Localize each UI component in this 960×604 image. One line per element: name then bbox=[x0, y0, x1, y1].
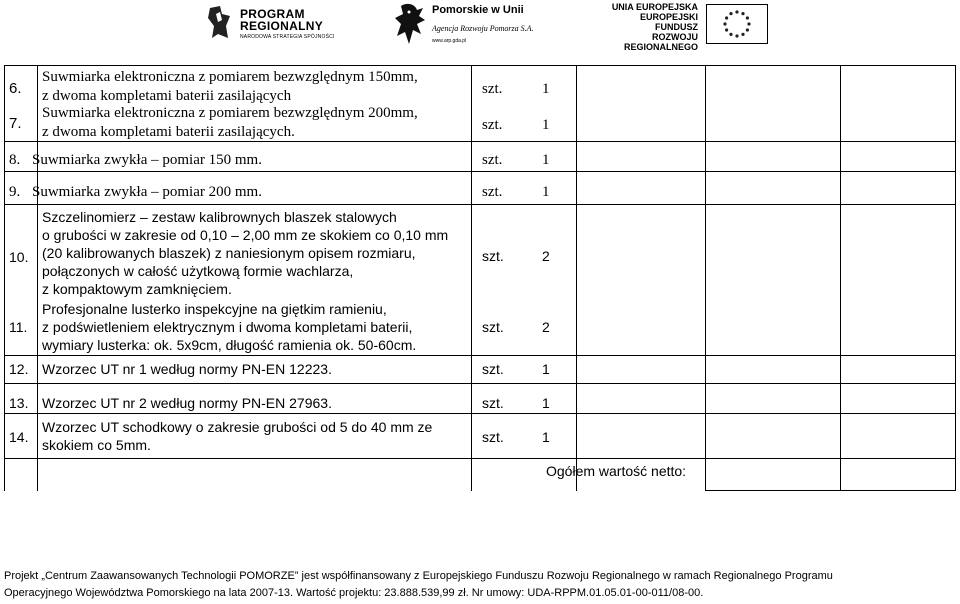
item-unit: szt. bbox=[482, 152, 503, 168]
row-number: 8. bbox=[9, 152, 21, 168]
item-description: Suwmiarka zwykła – pomiar 150 mm. bbox=[32, 152, 262, 168]
item-description: Wzorzec UT nr 2 według normy PN-EN 27963. bbox=[42, 395, 332, 411]
item-quantity: 1 bbox=[542, 429, 550, 445]
item-description: Suwmiarka elektroniczna z pomiarem bezwzględnym 150mm, z dwoma kompletami baterii zasilających bbox=[42, 69, 418, 104]
table-col-divider-desc bbox=[471, 65, 472, 491]
row-divider bbox=[4, 204, 956, 205]
item-quantity: 1 bbox=[542, 152, 550, 168]
row-divider bbox=[4, 355, 956, 356]
row-divider bbox=[4, 383, 956, 384]
item-description: Suwmiarka elektroniczna z pomiarem bezwzględnym 200mm, z dwoma kompletami baterii zasilających. bbox=[42, 105, 418, 140]
item-unit: szt. bbox=[482, 429, 504, 445]
table-col-divider-qty bbox=[576, 65, 577, 491]
item-unit: szt. bbox=[482, 117, 503, 133]
item-quantity: 1 bbox=[542, 117, 550, 133]
table-col-divider-num bbox=[37, 65, 38, 491]
item-description: Szczelinomierz – zestaw kalibrownych blaszek stalowych o grubości w zakresie od 0,10 – 2,00 mm ze skokiem co 0,10 mm (20 kalibrowanych blaszek) z naniesionym opisem rozmiaru, połączonych w całość użytkową formie wachlarza, z kompaktowym zamknięciem. bbox=[42, 209, 449, 297]
item-description: Profesjonalne lusterko inspekcyjne na giętkim ramieniu, z podświetleniem elektrycznym i dwoma kompletami baterii, wymiary lusterka: ok. 5x9cm, długość ramienia ok. 50-60cm. bbox=[42, 301, 417, 353]
eu-flag-icon bbox=[706, 4, 768, 44]
item-description: Wzorzec UT schodkowy o zakresie grubości od 5 do 40 mm ze skokiem co 5mm. bbox=[42, 419, 433, 453]
item-quantity: 1 bbox=[542, 361, 550, 377]
row-number: 11. bbox=[9, 319, 28, 335]
table-border-bottom bbox=[705, 490, 956, 491]
row-number: 10. bbox=[9, 249, 29, 265]
table-col-divider-value bbox=[840, 65, 841, 491]
program-regionalny-subtitle: NARODOWA STRATEGIA SPÓJNOŚCI bbox=[240, 34, 335, 40]
item-description: Wzorzec UT nr 1 według normy PN-EN 12223. bbox=[42, 361, 332, 377]
program-regionalny-logo-text: PROGRAM REGIONALNY bbox=[240, 7, 324, 33]
row-number: 14. bbox=[9, 429, 29, 445]
pomorskie-logo-title: Pomorskie w Unii bbox=[432, 4, 524, 16]
footer-line-1: Projekt „Centrum Zaawansowanych Technologii POMORZE” jest współfinansowany z Europejskiego Funduszu Rozwoju Regionalnego w ramach Regionalnego Programu bbox=[4, 570, 833, 582]
table-border-right bbox=[955, 65, 956, 491]
total-net-value-label: Ogółem wartość netto: bbox=[546, 463, 687, 479]
pomorskie-logo-subtitle: Agencja Rozwoju Pomorza S.A. bbox=[432, 24, 534, 33]
row-number: 7. bbox=[9, 115, 22, 132]
header-logos bbox=[0, 0, 960, 56]
item-quantity: 2 bbox=[542, 248, 550, 264]
table-col-divider-price bbox=[705, 65, 706, 491]
item-unit: szt. bbox=[482, 361, 504, 377]
row-number: 13. bbox=[9, 395, 29, 411]
item-quantity: 1 bbox=[542, 81, 550, 97]
item-unit: szt. bbox=[482, 319, 504, 335]
item-unit: szt. bbox=[482, 395, 504, 411]
table-border-top bbox=[4, 65, 956, 66]
program-regionalny-emblem-icon bbox=[208, 4, 232, 40]
footer-line-2: Operacyjnego Województwa Pomorskiego na lata 2007-13. Wartość projektu: 23.888.539,99 zł. Nr umowy: UDA-RPPM.01.05.01-00-011/08-00. bbox=[4, 587, 704, 599]
row-divider bbox=[4, 171, 956, 172]
item-description: Suwmiarka zwykła – pomiar 200 mm. bbox=[32, 184, 262, 200]
row-number: 12. bbox=[9, 361, 29, 377]
item-unit: szt. bbox=[482, 184, 503, 200]
item-quantity: 2 bbox=[542, 319, 550, 335]
row-divider bbox=[4, 458, 956, 459]
row-number: 6. bbox=[9, 80, 22, 97]
row-number: 9. bbox=[9, 184, 21, 200]
item-quantity: 1 bbox=[542, 395, 550, 411]
item-unit: szt. bbox=[482, 248, 504, 264]
item-unit: szt. bbox=[482, 81, 503, 97]
pomorskie-griffin-icon bbox=[395, 2, 427, 48]
eu-logo-text: UNIA EUROPEJSKA EUROPEJSKI FUNDUSZ ROZWOJU REGIONALNEGO bbox=[611, 2, 698, 52]
pomorskie-logo-url: www.arp.gda.pl bbox=[432, 38, 467, 44]
row-divider bbox=[4, 413, 956, 414]
table-border-left bbox=[4, 65, 5, 491]
item-quantity: 1 bbox=[542, 184, 550, 200]
